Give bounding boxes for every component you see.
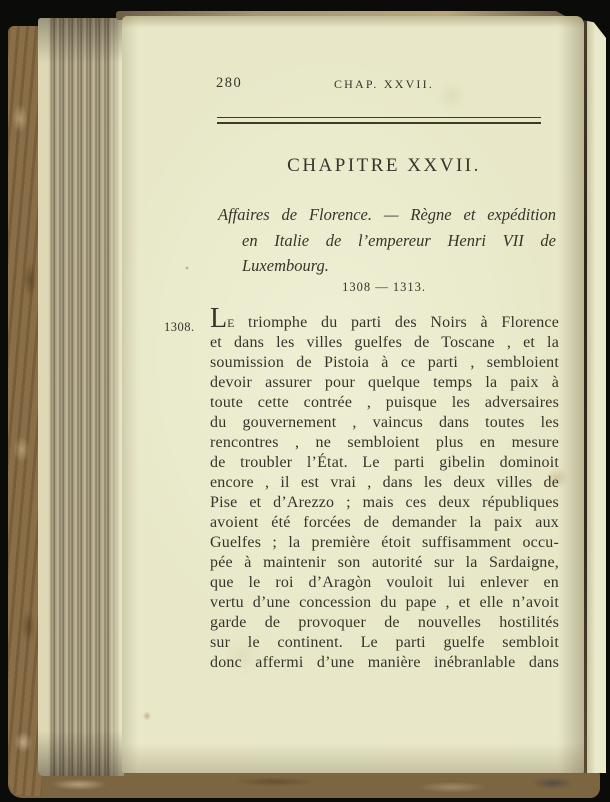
body-line: donc affermi d’une manière inébranlable dans [210,654,559,671]
body-line: avoient été forcées de demander la paix aux [210,514,559,531]
body-line: Guelfes ; la première étoit suffisamment occu- [210,534,559,551]
body-line: de troubler l’État. Le parti gibelin dominoit [210,454,559,471]
running-title: CHAP. XXVII. [333,77,435,91]
body-line: vertu d’une concession du pape , et elle n’avoit [210,594,559,611]
body-line: du gouvernement , vaincus dans toutes les [210,414,559,431]
paragraph-first-line [210,303,559,334]
subtitle-line: en Italie de l’empereur Henri VII de [242,230,556,250]
body-line: soumission de Pistoia à ce parti , sembloient [210,354,559,371]
body-line: garde de provoquer de nouvelles hostilités [210,614,559,631]
margin-year-note: 1308. [164,320,195,334]
body-line: et dans les villes guelfes de Toscane , et la [210,334,559,351]
folio-number: 280 [216,75,243,91]
chapter-subtitle [218,202,556,279]
lead-initial: L [210,303,228,334]
body-line: Pise et d’Arezzo ; mais ces deux républiques [210,494,559,511]
subtitle-line: Affaires de Florence. — Règne et expédition [218,205,556,224]
book-cover-marbled-edge [8,26,42,796]
body-line: encore , il est vrai , dans les deux villes de [210,474,559,491]
book-page [122,16,584,773]
subtitle-line: Luxembourg. [242,256,329,275]
chapter-heading: CHAPITRE XXVII. [287,155,481,176]
page-gutter-shadow [584,16,587,773]
first-line-text: triomphe du parti des Noirs à Florence [248,314,559,331]
body-line: toute cette contrée , puisque les adversaires [210,394,559,411]
body-line: pée à maintenir son autorité sur la Sardaigne, [210,554,559,571]
header-divider-rule [217,117,541,124]
date-range: 1308 — 1313. [342,280,426,294]
body-line: devoir assurer pour quelque temps la paix à [210,374,559,391]
running-header [210,77,558,92]
body-paragraph [164,303,559,673]
body-line: sur le continent. Le parti guelfe sembloit [210,634,559,651]
facing-page-sliver [587,18,606,773]
page-edges-stack [38,18,124,776]
lead-smallcap: E [227,316,235,330]
body-lines [210,333,559,673]
body-line: que le roi d’Aragòn vouloit lui enlever en [210,574,559,591]
body-line: rencontres , ne sembloient plus en mesure [210,434,559,451]
